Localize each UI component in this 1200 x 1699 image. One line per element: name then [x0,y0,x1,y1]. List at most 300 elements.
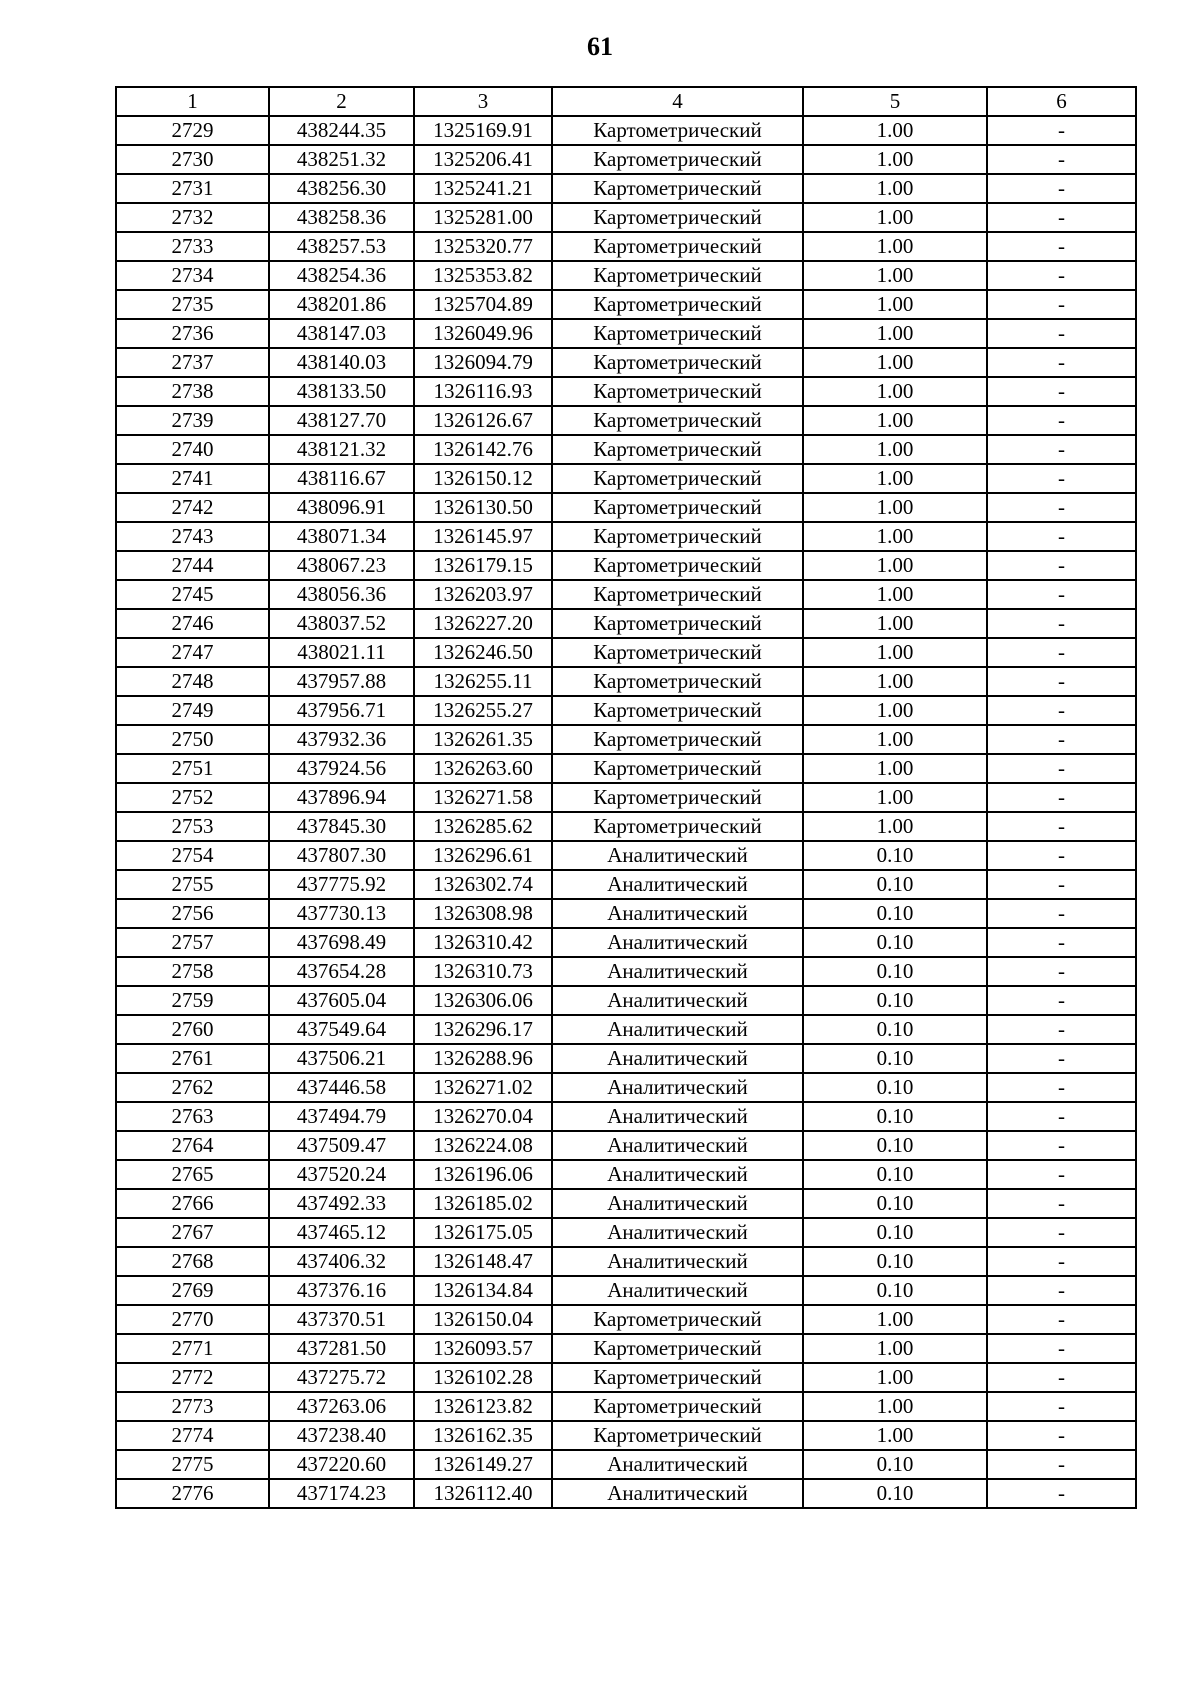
table-row [116,580,1136,609]
y-coordinate-cell: 1326185.02 [414,1189,552,1218]
accuracy-cell: 0.10 [803,1247,987,1276]
y-coordinate-cell: 1326271.58 [414,783,552,812]
table-row [116,1189,1136,1218]
column-header: 1 [116,87,269,116]
point-number-cell: 2767 [116,1218,269,1247]
accuracy-cell: 1.00 [803,435,987,464]
accuracy-cell: 1.00 [803,725,987,754]
accuracy-cell: 0.10 [803,1073,987,1102]
point-number-cell: 2773 [116,1392,269,1421]
table-row [116,522,1136,551]
y-coordinate-cell: 1326123.82 [414,1392,552,1421]
x-coordinate-cell: 437220.60 [269,1450,414,1479]
point-number-cell: 2754 [116,841,269,870]
note-cell: - [987,986,1136,1015]
table-row [116,1363,1136,1392]
method-cell: Аналитический [552,1247,803,1276]
method-cell: Картометрический [552,232,803,261]
method-cell: Аналитический [552,1044,803,1073]
method-cell: Аналитический [552,1160,803,1189]
note-cell: - [987,464,1136,493]
method-cell: Картометрический [552,1363,803,1392]
point-number-cell: 2757 [116,928,269,957]
note-cell: - [987,551,1136,580]
y-coordinate-cell: 1326310.42 [414,928,552,957]
note-cell: - [987,1450,1136,1479]
accuracy-cell: 0.10 [803,1015,987,1044]
accuracy-cell: 1.00 [803,145,987,174]
point-number-cell: 2739 [116,406,269,435]
table-row [116,1334,1136,1363]
y-coordinate-cell: 1326179.15 [414,551,552,580]
accuracy-cell: 0.10 [803,1131,987,1160]
table-row [116,348,1136,377]
table-row [116,493,1136,522]
note-cell: - [987,348,1136,377]
accuracy-cell: 1.00 [803,493,987,522]
note-cell: - [987,609,1136,638]
point-number-cell: 2776 [116,1479,269,1508]
point-number-cell: 2746 [116,609,269,638]
table-row [116,812,1136,841]
page-number: 61 [587,32,613,61]
point-number-cell: 2729 [116,116,269,145]
y-coordinate-cell: 1326288.96 [414,1044,552,1073]
y-coordinate-cell: 1326126.67 [414,406,552,435]
table-row [116,725,1136,754]
y-coordinate-cell: 1326271.02 [414,1073,552,1102]
y-coordinate-cell: 1326270.04 [414,1102,552,1131]
method-cell: Картометрический [552,1334,803,1363]
table-row [116,174,1136,203]
point-number-cell: 2753 [116,812,269,841]
note-cell: - [987,696,1136,725]
column-header: 3 [414,87,552,116]
y-coordinate-cell: 1326255.11 [414,667,552,696]
y-coordinate-cell: 1326142.76 [414,435,552,464]
y-coordinate-cell: 1326296.61 [414,841,552,870]
note-cell: - [987,406,1136,435]
method-cell: Аналитический [552,1276,803,1305]
table-row [116,1450,1136,1479]
point-number-cell: 2731 [116,174,269,203]
note-cell: - [987,203,1136,232]
table-row [116,899,1136,928]
y-coordinate-cell: 1325704.89 [414,290,552,319]
table-row [116,1160,1136,1189]
x-coordinate-cell: 437494.79 [269,1102,414,1131]
point-number-cell: 2756 [116,899,269,928]
x-coordinate-cell: 437932.36 [269,725,414,754]
point-number-cell: 2748 [116,667,269,696]
y-coordinate-cell: 1326148.47 [414,1247,552,1276]
accuracy-cell: 1.00 [803,174,987,203]
point-number-cell: 2735 [116,290,269,319]
method-cell: Картометрический [552,319,803,348]
accuracy-cell: 1.00 [803,261,987,290]
point-number-cell: 2736 [116,319,269,348]
x-coordinate-cell: 438256.30 [269,174,414,203]
method-cell: Картометрический [552,725,803,754]
note-cell: - [987,957,1136,986]
point-number-cell: 2733 [116,232,269,261]
table-row [116,1015,1136,1044]
method-cell: Картометрический [552,261,803,290]
x-coordinate-cell: 437698.49 [269,928,414,957]
x-coordinate-cell: 438254.36 [269,261,414,290]
note-cell: - [987,1044,1136,1073]
table-row [116,1044,1136,1073]
method-cell: Картометрический [552,551,803,580]
x-coordinate-cell: 437406.32 [269,1247,414,1276]
y-coordinate-cell: 1326263.60 [414,754,552,783]
y-coordinate-cell: 1326150.04 [414,1305,552,1334]
note-cell: - [987,319,1136,348]
note-cell: - [987,116,1136,145]
y-coordinate-cell: 1326255.27 [414,696,552,725]
table-header [116,87,1136,116]
x-coordinate-cell: 437370.51 [269,1305,414,1334]
x-coordinate-cell: 437465.12 [269,1218,414,1247]
table-row [116,406,1136,435]
table-row [116,783,1136,812]
accuracy-cell: 0.10 [803,957,987,986]
table-row [116,1305,1136,1334]
accuracy-cell: 0.10 [803,870,987,899]
note-cell: - [987,1131,1136,1160]
method-cell: Картометрический [552,116,803,145]
method-cell: Картометрический [552,1421,803,1450]
table-row [116,638,1136,667]
table-row [116,1247,1136,1276]
y-coordinate-cell: 1326130.50 [414,493,552,522]
x-coordinate-cell: 438257.53 [269,232,414,261]
accuracy-cell: 1.00 [803,1392,987,1421]
y-coordinate-cell: 1325206.41 [414,145,552,174]
x-coordinate-cell: 437924.56 [269,754,414,783]
y-coordinate-cell: 1325320.77 [414,232,552,261]
method-cell: Картометрический [552,696,803,725]
note-cell: - [987,522,1136,551]
x-coordinate-cell: 438116.67 [269,464,414,493]
y-coordinate-cell: 1326102.28 [414,1363,552,1392]
y-coordinate-cell: 1326196.06 [414,1160,552,1189]
point-number-cell: 2745 [116,580,269,609]
table-row [116,464,1136,493]
x-coordinate-cell: 437730.13 [269,899,414,928]
point-number-cell: 2768 [116,1247,269,1276]
x-coordinate-cell: 437845.30 [269,812,414,841]
method-cell: Аналитический [552,986,803,1015]
note-cell: - [987,1102,1136,1131]
method-cell: Аналитический [552,1189,803,1218]
method-cell: Картометрический [552,754,803,783]
method-cell: Картометрический [552,609,803,638]
y-coordinate-cell: 1326145.97 [414,522,552,551]
accuracy-cell: 0.10 [803,928,987,957]
table-body [116,116,1136,1508]
y-coordinate-cell: 1326227.20 [414,609,552,638]
method-cell: Аналитический [552,1218,803,1247]
accuracy-cell: 1.00 [803,348,987,377]
point-number-cell: 2740 [116,435,269,464]
method-cell: Картометрический [552,174,803,203]
method-cell: Картометрический [552,348,803,377]
note-cell: - [987,899,1136,928]
accuracy-cell: 0.10 [803,1102,987,1131]
note-cell: - [987,1392,1136,1421]
table-row [116,116,1136,145]
y-coordinate-cell: 1326149.27 [414,1450,552,1479]
table-row [116,290,1136,319]
method-cell: Картометрический [552,580,803,609]
method-cell: Картометрический [552,1305,803,1334]
table-row [116,1102,1136,1131]
accuracy-cell: 0.10 [803,1276,987,1305]
method-cell: Аналитический [552,1479,803,1508]
point-number-cell: 2761 [116,1044,269,1073]
accuracy-cell: 1.00 [803,522,987,551]
point-number-cell: 2743 [116,522,269,551]
accuracy-cell: 0.10 [803,1218,987,1247]
y-coordinate-cell: 1326134.84 [414,1276,552,1305]
method-cell: Картометрический [552,464,803,493]
x-coordinate-cell: 438056.36 [269,580,414,609]
column-header: 5 [803,87,987,116]
note-cell: - [987,174,1136,203]
accuracy-cell: 1.00 [803,116,987,145]
x-coordinate-cell: 437492.33 [269,1189,414,1218]
accuracy-cell: 1.00 [803,667,987,696]
note-cell: - [987,783,1136,812]
table-row [116,1276,1136,1305]
note-cell: - [987,638,1136,667]
column-header: 2 [269,87,414,116]
x-coordinate-cell: 437605.04 [269,986,414,1015]
x-coordinate-cell: 438096.91 [269,493,414,522]
point-number-cell: 2759 [116,986,269,1015]
method-cell: Картометрический [552,493,803,522]
point-number-cell: 2749 [116,696,269,725]
x-coordinate-cell: 437506.21 [269,1044,414,1073]
point-number-cell: 2766 [116,1189,269,1218]
table-row [116,319,1136,348]
point-number-cell: 2737 [116,348,269,377]
x-coordinate-cell: 438127.70 [269,406,414,435]
note-cell: - [987,928,1136,957]
table-row [116,667,1136,696]
x-coordinate-cell: 437775.92 [269,870,414,899]
accuracy-cell: 1.00 [803,783,987,812]
accuracy-cell: 1.00 [803,580,987,609]
method-cell: Картометрический [552,290,803,319]
method-cell: Аналитический [552,1015,803,1044]
y-coordinate-cell: 1326116.93 [414,377,552,406]
point-number-cell: 2758 [116,957,269,986]
column-header: 6 [987,87,1136,116]
point-number-cell: 2764 [116,1131,269,1160]
y-coordinate-cell: 1325353.82 [414,261,552,290]
note-cell: - [987,1305,1136,1334]
table-row [116,1131,1136,1160]
note-cell: - [987,1247,1136,1276]
method-cell: Аналитический [552,899,803,928]
note-cell: - [987,493,1136,522]
method-cell: Аналитический [552,928,803,957]
point-number-cell: 2730 [116,145,269,174]
x-coordinate-cell: 437957.88 [269,667,414,696]
accuracy-cell: 1.00 [803,551,987,580]
table-row [116,145,1136,174]
x-coordinate-cell: 437281.50 [269,1334,414,1363]
x-coordinate-cell: 437956.71 [269,696,414,725]
note-cell: - [987,377,1136,406]
point-number-cell: 2734 [116,261,269,290]
point-number-cell: 2750 [116,725,269,754]
column-header: 4 [552,87,803,116]
accuracy-cell: 1.00 [803,290,987,319]
note-cell: - [987,290,1136,319]
point-number-cell: 2769 [116,1276,269,1305]
table-row [116,203,1136,232]
y-coordinate-cell: 1326162.35 [414,1421,552,1450]
y-coordinate-cell: 1326302.74 [414,870,552,899]
method-cell: Аналитический [552,1131,803,1160]
method-cell: Картометрический [552,667,803,696]
point-number-cell: 2732 [116,203,269,232]
note-cell: - [987,1160,1136,1189]
accuracy-cell: 1.00 [803,319,987,348]
accuracy-cell: 1.00 [803,812,987,841]
method-cell: Аналитический [552,870,803,899]
method-cell: Картометрический [552,406,803,435]
header-row [116,87,1136,116]
table-row [116,609,1136,638]
table-row [116,1421,1136,1450]
table-row [116,1073,1136,1102]
accuracy-cell: 1.00 [803,609,987,638]
note-cell: - [987,725,1136,754]
accuracy-cell: 1.00 [803,1305,987,1334]
coordinates-table [115,86,1137,1509]
y-coordinate-cell: 1326049.96 [414,319,552,348]
table-row [116,261,1136,290]
accuracy-cell: 1.00 [803,464,987,493]
accuracy-cell: 1.00 [803,406,987,435]
note-cell: - [987,1015,1136,1044]
note-cell: - [987,1218,1136,1247]
x-coordinate-cell: 438133.50 [269,377,414,406]
table-row [116,870,1136,899]
accuracy-cell: 0.10 [803,1044,987,1073]
accuracy-cell: 1.00 [803,638,987,667]
x-coordinate-cell: 437520.24 [269,1160,414,1189]
method-cell: Аналитический [552,1450,803,1479]
note-cell: - [987,261,1136,290]
table-row [116,435,1136,464]
y-coordinate-cell: 1326094.79 [414,348,552,377]
accuracy-cell: 0.10 [803,986,987,1015]
table-row [116,986,1136,1015]
note-cell: - [987,812,1136,841]
accuracy-cell: 0.10 [803,1450,987,1479]
accuracy-cell: 1.00 [803,1334,987,1363]
method-cell: Аналитический [552,1073,803,1102]
x-coordinate-cell: 437654.28 [269,957,414,986]
note-cell: - [987,232,1136,261]
note-cell: - [987,435,1136,464]
x-coordinate-cell: 437275.72 [269,1363,414,1392]
table-row [116,841,1136,870]
x-coordinate-cell: 437376.16 [269,1276,414,1305]
point-number-cell: 2744 [116,551,269,580]
y-coordinate-cell: 1326112.40 [414,1479,552,1508]
x-coordinate-cell: 437509.47 [269,1131,414,1160]
accuracy-cell: 0.10 [803,1160,987,1189]
y-coordinate-cell: 1326296.17 [414,1015,552,1044]
method-cell: Картометрический [552,1392,803,1421]
point-number-cell: 2772 [116,1363,269,1392]
note-cell: - [987,1479,1136,1508]
x-coordinate-cell: 437174.23 [269,1479,414,1508]
x-coordinate-cell: 438201.86 [269,290,414,319]
y-coordinate-cell: 1325241.21 [414,174,552,203]
point-number-cell: 2762 [116,1073,269,1102]
y-coordinate-cell: 1326224.08 [414,1131,552,1160]
method-cell: Картометрический [552,783,803,812]
accuracy-cell: 0.10 [803,1479,987,1508]
point-number-cell: 2755 [116,870,269,899]
x-coordinate-cell: 437238.40 [269,1421,414,1450]
point-number-cell: 2774 [116,1421,269,1450]
x-coordinate-cell: 438140.03 [269,348,414,377]
note-cell: - [987,667,1136,696]
method-cell: Картометрический [552,435,803,464]
x-coordinate-cell: 438021.11 [269,638,414,667]
note-cell: - [987,754,1136,783]
method-cell: Картометрический [552,812,803,841]
point-number-cell: 2738 [116,377,269,406]
x-coordinate-cell: 438121.32 [269,435,414,464]
note-cell: - [987,1363,1136,1392]
method-cell: Аналитический [552,1102,803,1131]
method-cell: Аналитический [552,841,803,870]
accuracy-cell: 1.00 [803,203,987,232]
point-number-cell: 2771 [116,1334,269,1363]
x-coordinate-cell: 438258.36 [269,203,414,232]
method-cell: Картометрический [552,203,803,232]
y-coordinate-cell: 1326306.06 [414,986,552,1015]
y-coordinate-cell: 1325281.00 [414,203,552,232]
y-coordinate-cell: 1326093.57 [414,1334,552,1363]
y-coordinate-cell: 1326285.62 [414,812,552,841]
table-row [116,754,1136,783]
table-row [116,551,1136,580]
accuracy-cell: 1.00 [803,696,987,725]
accuracy-cell: 1.00 [803,377,987,406]
table-row [116,377,1136,406]
table-row [116,1392,1136,1421]
x-coordinate-cell: 438251.32 [269,145,414,174]
method-cell: Картометрический [552,638,803,667]
note-cell: - [987,1276,1136,1305]
accuracy-cell: 1.00 [803,232,987,261]
note-cell: - [987,870,1136,899]
y-coordinate-cell: 1326203.97 [414,580,552,609]
point-number-cell: 2751 [116,754,269,783]
method-cell: Картометрический [552,145,803,174]
x-coordinate-cell: 437263.06 [269,1392,414,1421]
